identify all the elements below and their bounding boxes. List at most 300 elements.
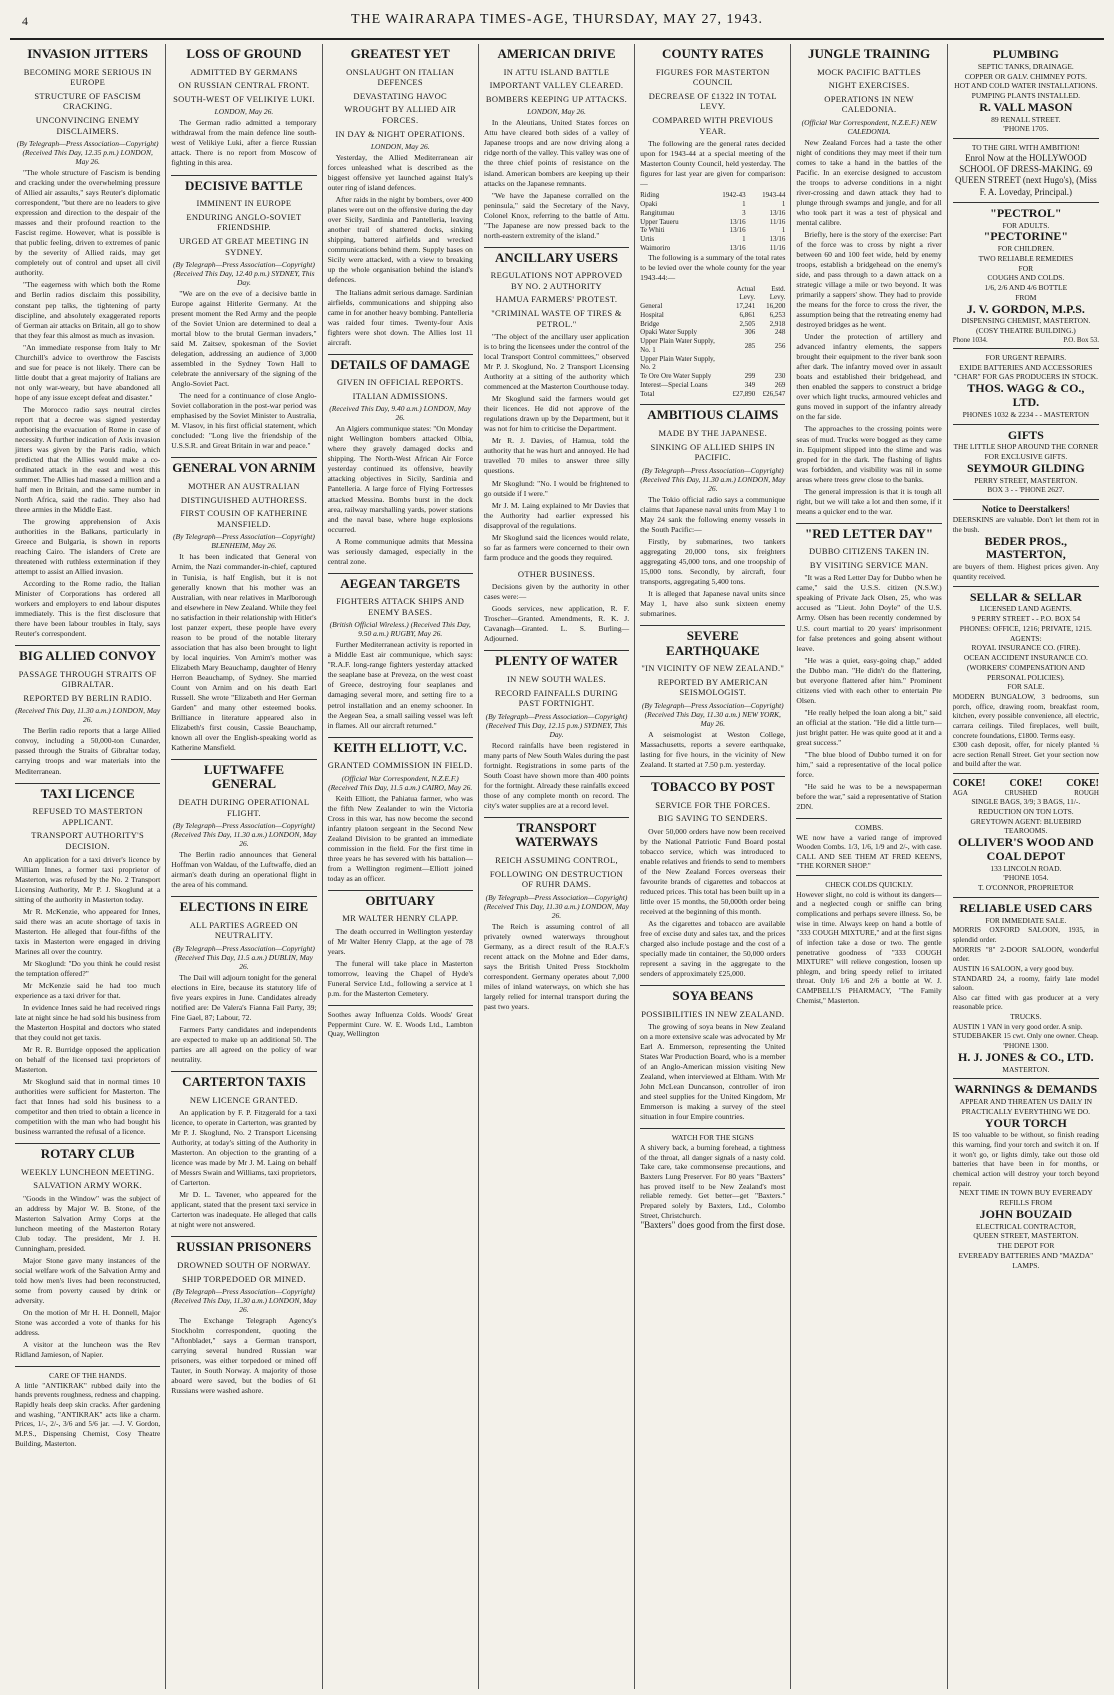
subheading: IMPORTANT VALLEY CLEARED. [489, 80, 624, 91]
article-body [328, 153, 473, 347]
advertisement-pectrol [953, 202, 1099, 348]
headline: TRANSPORT WATERWAYS [484, 817, 629, 852]
paragraph: The Italians admit serious damage. Sardinian airfields, communications and shipping also came in for another heavy bombing. Pantelleria was raided four times. Twenty-four Axis fighters were shot down. The Allies lost 11 aircraft. [327, 287, 473, 347]
ad-line: FOR IMMEDIATE SALE. [985, 915, 1067, 925]
subheading: REPORTED BY AMERICAN SEISMOLOGIST. [657, 676, 768, 698]
article-body [484, 922, 629, 1012]
article-plenty-of-water [484, 650, 629, 811]
headline: SOYA BEANS [640, 985, 785, 1006]
paragraph: It has been indicated that General von Arnim, the Nazi commander-in-chief, captured in Tunisia, is half English, but it is not generally known that his mother was an Australian, with near relatives in Marlborough and elsewhere in New Zealand. While they feel no satisfaction in their relationship with Hitler's lost panzer expert, these people have every reason to be proud of the notable literary association that has also been brought to light by local inquiries. Von Arnim's mother was Elizabeth Mary Beauchamp, daughter of Henry Herron Beauchamp, of Sydney. She married Count von Arnim and on his death Earl Russell. She wrote "Elizabeth and Her German Garden" and many other esteemed books. Brilliance in literature appeared also in Elizabeth's first cousin, Cassie Beauchamp, known all over the English-speaking world as Katherine Mansfield. [171, 552, 317, 752]
dateline: (By Telegraph—Press Association—Copyright) (Received This Day, 11.30 a.m.) LONDON, May 26. [171, 1287, 317, 1315]
paragraph: Record rainfalls have been registered in many parts of New South Wales during the past fortnight. Registrations in some parts of the South Coast have shown more than 400 points for the fortnight. Already these rainfalls exceed those of any complete month on record. The city's water supplies are at a record level. [483, 740, 630, 810]
headline: SEVERE EARTHQUAKE [640, 625, 785, 660]
subheading: REPORTED BY BERLIN RADIO. [23, 692, 152, 703]
headline: DECISIVE BATTLE [171, 175, 316, 196]
table-cell: 13/16 [769, 235, 786, 244]
table-cell: 13/16 [729, 226, 746, 235]
column-1 [10, 44, 166, 1689]
ad-line: QUEEN STREET, MASTERTON. [973, 1231, 1079, 1241]
ad-name: SEYMOUR GILDING [967, 460, 1085, 475]
list-item: Also car fitted with gas producer at a very reasonable price. [952, 992, 1099, 1012]
article-body [640, 1022, 785, 1122]
subheading: ONSLAUGHT ON ITALIAN DEFENCES [346, 66, 455, 88]
ad-line: ELECTRICAL CONTRACTOR, [975, 1221, 1076, 1231]
ad-name: R. VALL MASON [979, 99, 1073, 114]
article-rotary-club [15, 1143, 160, 1360]
coke-label: COKE! [1066, 778, 1099, 790]
ad-name: SELLAR & SELLAR [969, 589, 1082, 604]
ad-text: A little "ANTIKRAK" rubbed daily into the hands prevents roughness, redness and chapping. Rapidly heals deep skin cracks. After gardening and washing, "ANTIKRAK" acts like a charm. Prices, 1/-, 2/-, 3/6 and 5/6 jar. —J. V. Gordon, M.P.S., Dispensing Chemist, Cosy Theatre Building, Masterton. [15, 1380, 161, 1448]
paragraph: "He really helped the loan along a bit," said an official at the station. "He did a little turn—just bright patter. He was quite good at it and a great success." [796, 707, 942, 747]
ad-text: £300 cash deposit, offer, for nicely planted ¼ acre section Renall Street. Get your section now and build after the war. [952, 740, 1099, 769]
subheading: COMPARED WITH PREVIOUS YEAR. [652, 115, 774, 136]
table-row [640, 244, 785, 253]
subheading: FIGHTERS ATTACK SHIPS AND ENEMY BASES. [336, 596, 465, 617]
paragraph: Farmers Party candidates and independents are expected to make up an additional 50. The parties are all agreed on the policy of war neutrality. [171, 1025, 317, 1065]
column-7 [948, 44, 1104, 1689]
table-header-row [640, 285, 785, 303]
advertisement-333-cough-mixture [796, 875, 941, 1009]
headline: GENERAL VON ARNIM [171, 457, 316, 478]
ad-line: REDUCTION ON TON LOTS. [978, 806, 1074, 816]
ad-line: MASTERTON. [1002, 1064, 1050, 1074]
headline: KEITH ELLIOTT, V.C. [328, 737, 473, 758]
advertisement-antikrak [15, 1366, 160, 1452]
paragraph: The general impression is that it is tough all right, but we will take a lot and then some, if it means a quicker end to the war. [796, 486, 942, 516]
ad-name: JOHN BOUZAID [979, 1206, 1073, 1221]
ad-title: "PECTROL" [990, 205, 1062, 220]
ad-title: YOUR TORCH [984, 1115, 1067, 1130]
article-taxi-licence [15, 783, 160, 1137]
article-invasion-jitters [15, 44, 160, 639]
list-item: MORRIS OXFORD SALOON, 1935, in splendid order. [952, 925, 1099, 945]
ad-line: THE DEPOT FOR [997, 1241, 1055, 1251]
subheading: POSSIBILITIES IN NEW ZEALAND. [641, 1008, 785, 1019]
paragraph: Further Mediterranean activity is reported in a Middle East air communique, which says: "R.A.F. long-range fighters yesterday attacked the seaplane base at Preveza, on the west coast of Greece, destroying four seaplanes and damaging several more, and setting fire to a petrol installation and an enemy schooner. In the Aegean Sea, a small sailing vessel was left in flames. All our aircraft returned." [327, 640, 473, 730]
dateline: (By Telegraph—Press Association—Copyright) (Received This Day, 12.15 p.m.) SYDNEY, This Day. [485, 711, 628, 739]
paragraph: Goods services, new application, R. F. Troscher—Granted. Amendments, R. K. J. Cavanagh—Granted. L. S. Burling—Adjourned. [483, 604, 630, 644]
page-number: 4 [22, 14, 28, 28]
headline: CARTERTON TAXIS [171, 1071, 316, 1092]
paragraph: Over 50,000 orders have now been received by the National Patriotic Fund Board postal tobacco service, which was introduced to enable relatives and friends to send to members of the New Zealand Forces overseas their favourite brands of cigarettes and tobaccos at reduced prices. This total has been built up in a little over 15 months, the 50,000th order being received at the beginning of this month. [640, 826, 786, 916]
article-keith-elliott [328, 737, 473, 884]
table-cell: 256 [774, 341, 786, 350]
dateline: (By Telegraph—Press Association—Copyright) (Received This Day, 11.30 a.m.) NEW YORK, May 26. [641, 701, 784, 728]
headline: JUNGLE TRAINING [807, 46, 931, 61]
subheading: DUBBO CITIZENS TAKEN IN. [808, 546, 930, 557]
headline: PLENTY OF WATER [484, 650, 629, 671]
table-cell: 269 [774, 380, 786, 389]
subheading: ON RUSSIAN CENTRAL FRONT. [178, 80, 310, 91]
paragraph: Mr Skoglund: "No. I would be frightened to go outside if I were." [483, 478, 630, 498]
subheading: OTHER BUSINESS. [517, 568, 596, 579]
paragraph: In the Aleutians, United States forces on Attu have cleared both sides of a valley of Japanese troops and are now driving along a ridge north of the valley. This valley was one of the three chief points of resistance on the island. American bombers are keeping up their attacks on the Japanese remnants. [483, 118, 630, 188]
ad-line: SINGLE BAGS, 3/9; 3 BAGS, 11/-. [971, 797, 1081, 807]
paragraph: The following are the general rates decided upon for 1943-44 at a special meeting of the Masterton County Council, held yesterday. The figures for last year are given for comparison:— [640, 139, 786, 189]
ad-text: Soothes away Influenza Colds. Woods' Great Peppermint Cure. W. E. Woods Ltd., Lambton Quay, Wellington [327, 1010, 473, 1039]
subheading: WEEKLY LUNCHEON MEETING. [21, 1166, 155, 1177]
ad-heading: Notice to Deerstalkers! [981, 504, 1070, 515]
ad-title: WARNINGS & DEMANDS [954, 1082, 1098, 1097]
table-row [640, 311, 785, 320]
ad-line: GREYTOWN AGENT: BLUEBIRD TEAROOMS. [970, 816, 1082, 836]
paragraph: The Exchange Telegraph Agency's Stockholm correspondent, quoting the "Aftonbladet," says a German transport, carrying several hundred Russian war prisoners, was either torpedoed or mined off Tauter, in South Norway. A majority of those aboard were saved, but the bodies of 61 Russians were washed ashore. [171, 1316, 317, 1396]
ad-line: NEXT TIME IN TOWN BUY EVEREADY REFILLS FROM [959, 1188, 1093, 1207]
subheading: FOLLOWING ON DESTRUCTION OF RUHR DAMS. [489, 868, 624, 890]
ad-line: T. O'CONNOR, PROPRIETOR [978, 883, 1074, 893]
ad-line: COUGHS AND COLDS. [987, 273, 1065, 283]
table-cell: Te Whiti [640, 226, 665, 235]
ad-title: RELIABLE USED CARS [959, 900, 1093, 915]
paragraph: Yesterday, the Allied Mediterranean air forces unleashed what is described as the biggest offensive yet launched against Italy's outer ring of island defences. [327, 153, 473, 193]
table-header: 1942-43 [722, 191, 746, 200]
subheading: IN DAY & NIGHT OPERATIONS. [335, 128, 465, 139]
table-cell: Upper Plain Water Supply, No. 1 [640, 337, 715, 354]
table-row [640, 320, 785, 329]
article-body [796, 138, 941, 517]
ad-line: FOR [1018, 263, 1034, 273]
article-loss-of-ground [171, 44, 316, 169]
table-cell: Interest—Special Loans [640, 380, 708, 389]
dateline: LONDON, May 26. [370, 142, 430, 152]
headline: TOBACCO BY POST [640, 776, 785, 797]
ad-line: LICENSED LAND AGENTS. [979, 604, 1072, 614]
article-severe-earthquake [640, 625, 785, 770]
article-body [640, 495, 785, 619]
advertisement-woods-peppermint [328, 1005, 473, 1043]
ad-line: PERRY STREET, MASTERTON. [974, 475, 1078, 485]
table-cell: 13/16 [769, 208, 786, 217]
paragraph: New Zealand Forces had a taste the other night of conditions they may meet if their turn comes to take a hand in the battles of the Pacific. In an exercise designed to accustom the troops to adverse conditions in a night river-crossing and dawn attack they had to plunge through swamps and jungle, and for all who took part it was a test of physical and mental calibre. [796, 138, 942, 228]
article-american-drive [484, 44, 629, 241]
table-cell: 13/16 [729, 217, 746, 226]
ad-name: THOS. WAGG & CO., LTD. [967, 381, 1085, 410]
subheading: ADMITTED BY GERMANS [190, 66, 298, 77]
ad-line: SEPTIC TANKS, DRAINAGE. [977, 61, 1074, 71]
table-cell: 2,918 [769, 319, 786, 328]
table-cell: 248 [774, 328, 786, 337]
table-cell: 1 [781, 200, 786, 209]
advertisement-combs [796, 818, 941, 875]
article-body [15, 855, 160, 1137]
paragraph: The Tokio official radio says a communique claims that Japanese naval units from May 1 to May 24 sank the following enemy vessels in the South Pacific:— [640, 494, 786, 534]
ad-line: PHONES 1032 & 2234 - - MASTERTON [962, 409, 1090, 419]
dateline: (By Telegraph—Press Association—Copyright) (Received This Day, 12.40 p.m.) SYDNEY, This Day. [173, 260, 315, 288]
article-ancillary-users [484, 247, 629, 563]
paragraph: Mr McKenzie said he had too much experience as a taxi driver for that. [15, 980, 161, 1000]
dateline: (By Telegraph—Press Association—Copyright) (Received This Day, 11.30 a.m.) LONDON, May 26. [483, 892, 630, 920]
ad-line: EXIDE BATTERIES AND ACCESSORIES [959, 362, 1093, 372]
ad-phone: 'PHONE 1300. [1003, 1041, 1049, 1051]
paragraph: The death occurred in Wellington yesterday of Mr Walter Henry Clapp, at the age of 78 years. [327, 927, 473, 957]
paragraph: Mr J. M. Laing explained to Mr Davies that the Authority had earlier expressed his disapproval of the regulations. [483, 500, 630, 530]
subheading: STRUCTURE OF FASCISM CRACKING. [34, 90, 141, 112]
headline: LUFTWAFFE GENERAL [171, 759, 316, 794]
paragraph: The approaches to the crossing points were seas of mud. Trucks were bogged as they came in. Equipment slipped into the slime and was groped for in the dark. The flashing of lights was forbidden, and visibility was nil in some areas where trees grew close to the banks. [796, 424, 942, 484]
paragraph: Under the protection of artillery and advanced infantry elements, the sappers brought their equipment to the river bank soon after dark. The infantry moved over in assault boats and established their bridgehead, and then enabled the sappers to construct a bridge over which light trucks, armoured vehicles and guns moved in support of the infantry already on the far side. [796, 332, 942, 422]
paragraph: As the cigarettes and tobacco are available free of excise duty and sales tax, and the prices charged also include postage and the cost of a specially made tin container, the 50,000 orders represent a saving in the aggregate to the senders of approximately £25,000. [640, 919, 786, 979]
table-cell: 17,241 [735, 302, 756, 311]
subheading: IN ATTU ISLAND BATTLE [503, 66, 610, 77]
table-total-row [640, 390, 785, 399]
dateline: (Official War Correspondent, N.Z.E.F.) (Received This Day, 11.5 a.m.) CAIRO, May 26. [328, 773, 473, 792]
article-body [484, 118, 629, 240]
subheading: "CRIMINAL WASTE OF TIRES & PETROL." [491, 308, 622, 329]
table-cell: Te Ore Ore Water Supply [640, 372, 712, 381]
advertisement-gifts [953, 424, 1099, 500]
dateline: (By Telegraph—Press Association—Copyright) (Received This Day, 11.30 a.m.) LONDON, May 26. [171, 821, 317, 849]
article-body [171, 1108, 316, 1230]
ad-line: TWO RELIABLE REMEDIES [978, 253, 1074, 263]
column-5 [635, 44, 791, 1689]
table-cell: £27,890 [732, 389, 756, 398]
paragraph: Mr Skoglund said the licences would relate, so far as farmers were concerned to their own farm produce and the goods they required. [483, 532, 630, 562]
ad-heading: COMBS. [854, 822, 884, 832]
paragraph: A visitor at the luncheon was the Rev Ridland Jamieson, of Napier. [15, 1340, 161, 1360]
paragraph: "He said he was to be a newspaperman before the war," said a representative of Station 2DN. [796, 781, 942, 811]
paragraph: It is alleged that Japanese naval units since May 1, have also sunk sixteen enemy submarines. [640, 588, 786, 619]
headline: INVASION JITTERS [27, 46, 149, 61]
table-header [640, 285, 721, 303]
paragraph: An application by F. P. Fitzgerald for a taxi licence, to operate in Carterton, was granted by Mr P. J. Skoglund, No. 2 Transport Licensing Authority, at today's sitting of the Authority in Masterton. An objection to the granting of a licence was made by Mr J. M. Laing on behalf of Messrs Swain and Williams, taxi proprietors, of Carterton. [171, 1108, 317, 1188]
table-cell: Urtis [640, 235, 655, 244]
ad-text: IS too valuable to be without, so finish reading this warning, find your torch and switch it on. If it won't go, or lights dimly, take out those old batteries that have been in for months, or chemical action will destroy your torch beyond repair. [952, 1130, 1099, 1188]
table-cell: Upper Taueru [640, 217, 679, 226]
ad-line: FROM [1015, 292, 1037, 302]
dateline: LONDON, May 26. [527, 107, 586, 117]
subheading: DEVASTATING HAVOC [353, 90, 447, 101]
ad-text: WE now have a varied range of improved Wooden Combs. 1/3, 1/6, 1/9 and 2/-, with case. CALL AND SEE THEM AT FRED KEEN'S, "THE KORNER SHOP." [796, 832, 942, 871]
paragraph: "Goods in the Window" was the subject of an address by Major W. B. Stone, of the Masterton Salvation Army Corps at the luncheon meeting of the Masterton Rotary Club today. The president, Mr J. H. Cunningham, presided. [15, 1193, 161, 1253]
article-body [328, 927, 473, 999]
ad-title: GIFTS [1007, 427, 1044, 442]
ad-tagline: "Baxters" does good from the first dose. [640, 1220, 786, 1231]
masthead [0, 0, 1114, 42]
table-cell: 16,200 [766, 302, 786, 311]
subheading: NIGHT EXERCISES. [828, 80, 910, 91]
ad-line: OCEAN ACCIDENT INSURANCE CO. [963, 653, 1088, 663]
headline: OBITUARY [328, 890, 473, 911]
subheading: DECREASE OF £1322 IN TOTAL LEVY. [648, 90, 777, 112]
article-other-business [484, 569, 629, 645]
table-cell: 299 [744, 372, 756, 381]
paragraph: The German radio admitted a temporary withdrawal from the main defence line south-west of Velikiye Luki, after a fierce Russian attack. There is no report from Moscow of fighting in this area. [171, 118, 317, 168]
subheading: SHIP TORPEDOED OR MINED. [182, 1273, 306, 1284]
paragraph: Decisions given by the authority in other cases were:— [483, 582, 630, 602]
subheading: NEW LICENCE GRANTED. [189, 1094, 298, 1105]
subheading: SINKING OF ALLIED SHIPS IN PACIFIC. [650, 441, 775, 463]
table-cell: 6,253 [769, 310, 786, 319]
paragraph: Mr R. R. Burridge opposed the application on behalf of the licensed taxi proprietors of Masterton. [15, 1044, 161, 1074]
paragraph: The Berlin radio announces that General Hoffman von Waldau, of the Luftwaffe, died an airman's death during an operational flight in the area of his command. [171, 850, 317, 890]
advertisement-used-cars [953, 897, 1099, 1078]
paragraph: The funeral will take place in Masterton tomorrow, leaving the Chapel of Hyde's Funeral Service Ltd., following a service at 1 p.m. for the Masterton Cemetery. [327, 959, 473, 999]
ad-contact-row [953, 336, 1099, 344]
article-transport-waterways [484, 817, 629, 1012]
paragraph: "The blue blood of Dubbo turned it on for him," said a representative of the local police force. [796, 749, 942, 779]
table-row [640, 209, 785, 218]
paragraph: "He was a quiet, easy-going chap," added the Dubbo man. "He didn't do the flattering, but everyone flattered after him." Prominent citizens vied with each other to entertain Pte Olsen. [796, 655, 942, 705]
list-item: TRUCKS. [1010, 1012, 1042, 1022]
table-cell: 230 [774, 372, 786, 381]
ad-title: PLUMBING [992, 47, 1059, 61]
paragraph: The growing of soya beans in New Zealand on a more extensive scale was advocated by Mr Earl A. Emmerson, representing the United States War Production Board, who is a member of an Anglo-American mission visiting New Zealand, when interviewed at Eltham. With Mr John McLean Duncanson, controller of iron and steel supplies for the United Kingdom, Mr Emmerson is making a survey of the steel situation in four Empire countries. [640, 1022, 786, 1122]
subheading: REFUSED TO MASTERTON APPLICANT. [32, 806, 143, 827]
paragraph: Major Stone gave many instances of the social welfare work of the Salvation Army and told how men's lives had been reconstructed, some from poverty caused by drink or adversity. [15, 1255, 161, 1305]
headline: AEGEAN TARGETS [328, 573, 473, 594]
paragraph: Mr Skoglund said the farmers would get their licences. He did not approve of the regulations drawn up by the Department, but it was not for him to criticise the Department. [483, 394, 630, 434]
list-item: STUDEBAKER 15 cwt. Only one owner. Cheap. [952, 1031, 1099, 1041]
ad-text: DEERSKINS are valuable. Don't let them rot in the bush. [952, 515, 1099, 535]
paragraph: Briefly, here is the story of the exercise: Part of the force was to cross by night a river between 60 and 100 feet wide, held by enemy troops, establish a bridgehead on the enemy's side, and pass through to a dawn attack on a strategic village a mile or two beyond. It was primarily a sappers' show. They had to provide the means for the force to cross the river, the assumption being that the retreating enemy had destroyed bridges as he went. [796, 230, 942, 330]
article-luftwaffe-general [171, 759, 316, 890]
table-header: Actual Levy. [736, 284, 756, 302]
ad-line: FOR URGENT REPAIRS. [985, 352, 1067, 362]
paragraph: "We have the Japanese corralled on the peninsula," said the Secretary of the Navy, Colonel Knox, referring to the battle of Attu. "The Japanese are now pressed back to the north-eastern extremity of the island." [483, 190, 630, 240]
table-row [640, 328, 785, 337]
paragraph: The Dail will adjourn tonight for the general elections in Eire, because its statutory life of five years expires in June. Candidates already notified are: De Valera's Fianna Fail Party, 39; Fine Gael, 87; Labour, 72. [171, 972, 317, 1023]
subheading: ITALIAN ADMISSIONS. [352, 390, 448, 401]
ad-box: P.O. Box 53. [1063, 335, 1099, 344]
ad-line: FOR EXCLUSIVE GIFTS. [984, 452, 1068, 462]
headline: ANCILLARY USERS [484, 247, 629, 268]
subheading: GIVEN IN OFFICIAL REPORTS. [336, 377, 464, 388]
paragraph: A seismologist at Weston College, Massachusetts, reports a severe earthquake, lasting for five hours, in the vicinity of New Zealand. It started at 7.50 p.m. yesterday. [640, 730, 786, 770]
paragraph: Mr Skoglund: "Do you think he could resist the temptation offered?" [15, 958, 161, 978]
subheading: MOTHER AN AUSTRALIAN [188, 480, 300, 491]
table-cell: £26,547 [762, 389, 786, 398]
subheading: MADE BY THE JAPANESE. [658, 427, 768, 438]
ad-line: (WORKERS' COMPENSATION AND PERSONAL POLICIES). [966, 662, 1085, 682]
dateline: (Received This Day, 11.30 a.m.) LONDON, May 26. [15, 706, 161, 725]
article-general-von-arnim [171, 457, 316, 752]
article-body [484, 332, 629, 562]
article-body [171, 1316, 316, 1396]
ad-name: J. V. GORDON, M.P.S. [966, 301, 1085, 316]
paragraph: "We are on the eve of a decisive battle in Europe against Hitlerite Germany. At the present moment the Red Army and the people of the Soviet Union are determined to deal a mortal blow to the brutal German invaders," said M. Zaitsev, spokesman of the Soviet delegation, addressing an audience of 3,000 assembled in the Sydney Town Hall to celebrate the anniversary of the signing of the Anglo-Soviet Pact. [171, 289, 317, 389]
headline: COUNTY RATES [662, 46, 764, 61]
ad-phone: 'PHONE 1705. [1003, 124, 1049, 134]
article-carterton-taxis [171, 1071, 316, 1230]
subheading: BIG SAVING TO SENDERS. [657, 813, 768, 824]
table-cell: 285 [744, 341, 756, 350]
paragraph: "It was a Red Letter Day for Dubbo when he came," said the U.S.S. citizen (N.S.W.) speaking of Private Jack Olsen, 25, who was accused as "Lieut. John Doyle" of the U.S. Army. Olsen has been recently condemned by U.S. court martial to 20 years' imprisonment for false pretences and going absent without leave. [796, 573, 942, 653]
coke-type: AGA [952, 789, 968, 798]
table-header: Riding [640, 191, 660, 200]
dateline: LONDON, May 26. [214, 107, 274, 117]
paragraph: "The object of the ancillary user application is to bring the licensees under the control of the local Transport Control committees," observed Mr P. J. Skoglund, No. 2 Transport Licensing Authority at a sitting of the authority which commenced at the Masterton Courthouse today. [483, 332, 630, 392]
ad-name: OLLIVER'S WOOD AND COAL DEPOT [957, 835, 1094, 863]
ad-text: Enrol Now at the HOLLYWOOD SCHOOL OF DRESS-MAKING. 69 QUEEN STREET (next Hugo's), (Miss F. A. Loveday, Principal.) [955, 152, 1097, 197]
subheading: GRANTED COMMISSION IN FIELD. [327, 760, 473, 771]
list-item: STANDARD 24, a roomy, fairly late model saloon. [952, 973, 1099, 993]
article-body [328, 424, 473, 566]
coke-label: COKE! [952, 778, 986, 790]
list-item: AUSTIN 16 SALOON, a very good buy. [952, 963, 1074, 973]
advertisement-thos-wagg [953, 348, 1099, 424]
subheading: HAMUA FARMERS' PROTEST. [495, 294, 618, 305]
paragraph: An application for a taxi driver's licence by William Innes, a former taxi proprietor of Masterton, was refused by the No. 2 Transport Licensing Authority, Mr P. J. Skoglund at a sitting of the authority in Masterton today. [15, 854, 161, 904]
paragraph: According to the Rome radio, the Italian Minister of Corporations has ordered all workers and employers to end labour disputes immediately. This is the first disclosure that there have been labour troubles in Italy, says Reuter's correspondent. [15, 578, 161, 638]
table-header-row [640, 191, 785, 200]
ad-text: A shivery back, a burning forehead, a tightness of the throat, all danger signals of a nasty cold. Take care, take commonsense precautions, and Baxters Lung Preserver. For 80 years "Baxters" has proved itself to be New Zealand's most reliable remedy. Get better—get "Baxters." Prepared solely by Baxters, Ltd., Colombo Street, Christchurch. [640, 1143, 786, 1220]
dateline: (Official War Correspondent, N.Z.E.F.) NEW CALEDONIA. [801, 118, 937, 137]
subheading: RECORD FAINFALLS DURING PAST FORTNIGHT. [494, 687, 619, 709]
paragraph: A Rome communique admits that Messina was seriously damaged, especially in the central zone. [327, 536, 473, 566]
ad-line: PUMPING PLANTS INSTALLED. [971, 91, 1081, 101]
ad-line: COPPER OR GALV. CHIMNEY POTS. [964, 71, 1087, 81]
table-cell: Total [640, 389, 655, 398]
ad-line: PHONES: OFFICE, 1216; PRIVATE, 1215. [959, 623, 1092, 633]
table-cell: 2,505 [739, 319, 756, 328]
subheading: WROUGHT BY ALLIED AIR FORCES. [344, 104, 457, 126]
subheading: MR WALTER HENRY CLAPP. [342, 913, 459, 924]
paragraph: The Morocco radio says neutral circles report that a decree was signed yesterday authorising the evacuation of Rome in case of necessity. A further indication of Axis invasion jitters was given by the Paris radio, which predicted that the Allies would make a co-ordinated attack in the east and west this summer. The Allies had massed a million and a half men in Britain, and the same number in North Africa, said the radio. They also had three armies in the Middle East. [15, 404, 161, 514]
paragraph: The Berlin radio reports that a large Allied convoy, including a 50,000-ton Cunarder, passed through the Straits of Gibraltar today, carrying troops and war materials into the Mediterranean. [15, 726, 161, 776]
column-2 [166, 44, 322, 1689]
table-cell: 13/16 [729, 243, 746, 252]
headline: "RED LETTER DAY" [796, 523, 941, 544]
table-header: Estd. Levy. [769, 284, 786, 302]
subheading: SALVATION ARMY WORK. [33, 1180, 142, 1191]
table-row [640, 337, 785, 355]
table-cell: Waimoriro [640, 243, 671, 252]
headline: DETAILS OF DAMAGE [328, 354, 473, 375]
paragraph: Firstly, by submarines, two tankers aggregating 20,000 tons, six freighters aggregating 45,000 tons, and one troopship of 15,000 tons. Secondly, by aircraft, four transports, aggregating 5,400 tons. [640, 536, 786, 586]
paragraph: The Reich is assuming control of all privately owned waterways throughout Germany, as a direct result of the R.A.F.'s recent attack on the Mohne and Eder dams, says the British United Press Stockholm correspondent. Germany operates about 7,000 miles of inland waterways, on which she has largely relied for internal transport during the past two years. [483, 921, 630, 1011]
ad-line: ROYAL INSURANCE CO. (FIRE). [971, 643, 1081, 653]
advertisement-plumbing [953, 44, 1099, 138]
subheading: DEATH DURING OPERATIONAL FLIGHT. [178, 796, 310, 818]
paragraph: On the motion of Mr H. H. Donnell, Major Stone was accorded a vote of thanks for his address. [15, 1307, 161, 1337]
table-row [640, 218, 785, 227]
ad-name: BEDER PROS., MASTERTON, [984, 533, 1068, 562]
dateline: (Received This Day, 9.40 a.m.) LONDON, May 26. [329, 404, 472, 423]
headline: RUSSIAN PRISONERS [171, 1236, 316, 1257]
coke-row [953, 778, 1099, 789]
table-header: 1943-44 [762, 191, 786, 200]
table-cell: 11/16 [769, 243, 786, 252]
article-red-letter-day [796, 523, 941, 812]
paragraph: The growing apprehension of Axis authorities in the Balkans, particularly in Greece and Bulgaria, is shown in reports reaching Cairo. The islanders of Crete are threatened with ruthless extermination if they attempt to assist an Allied invasion. [15, 516, 161, 576]
article-body [15, 726, 160, 776]
article-body [171, 973, 316, 1065]
ad-line: 'PHONE 1054. [1003, 873, 1049, 883]
table-row [640, 302, 785, 311]
ad-line: HOT AND COLD WATER INSTALLATIONS. [954, 81, 1098, 91]
table-cell: 1 [781, 226, 786, 235]
ad-address: 89 RENALL STREET. [991, 114, 1061, 124]
subheading: BY VISITING SERVICE MAN. [809, 559, 929, 570]
ad-name: H. J. JONES & CO., LTD. [958, 1049, 1094, 1064]
table-cell: 306 [744, 328, 756, 337]
ad-line: DISPENSING CHEMIST, MASTERTON. [961, 316, 1091, 326]
headline: BIG ALLIED CONVOY [15, 645, 160, 666]
table-row [640, 355, 785, 373]
table-cell: 1 [742, 235, 746, 244]
table-cell: Rangitumau [640, 208, 675, 217]
headline: AMBITIOUS CLAIMS [640, 404, 785, 425]
article-ambitious-claims [640, 404, 785, 619]
ad-line: 1/6, 2/6 AND 4/6 BOTTLE [984, 283, 1068, 293]
subheading: SOUTH-WEST OF VELIKIYE LUKI. [173, 93, 315, 104]
article-body [328, 640, 473, 730]
article-body [328, 794, 473, 884]
dateline: (British Official Wireless.) (Received This Day, 9.50 a.m.) RUGBY, May 26. [329, 620, 471, 639]
article-body [171, 289, 316, 451]
levy-table [640, 285, 785, 399]
table-cell: Opaki [640, 200, 658, 209]
